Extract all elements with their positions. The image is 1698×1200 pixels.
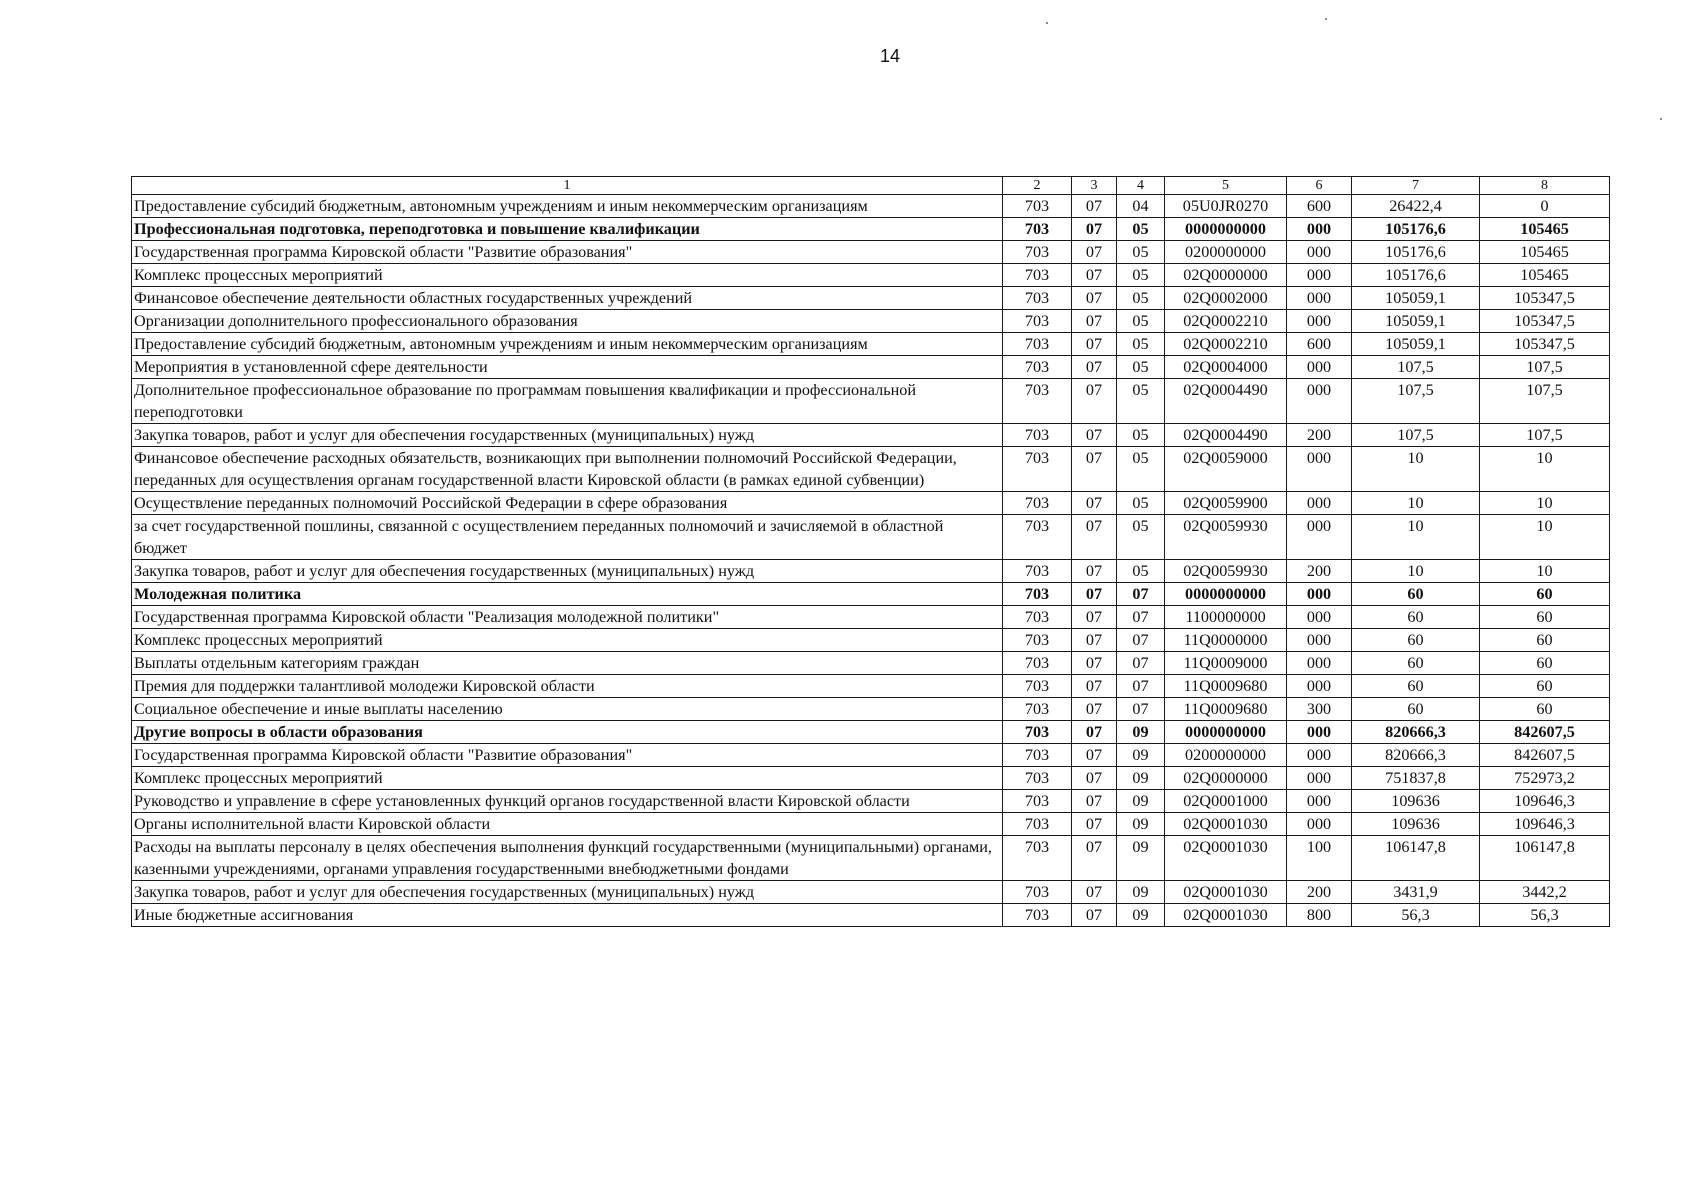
table-row bbox=[132, 560, 1610, 583]
column-header: 5 bbox=[1165, 177, 1287, 195]
col-7-amount: 820666,3 bbox=[1352, 721, 1480, 744]
col-2-value: 703 bbox=[1003, 698, 1072, 721]
col-6-value: 000 bbox=[1287, 515, 1352, 560]
table-row bbox=[132, 881, 1610, 904]
col-7-amount: 60 bbox=[1352, 629, 1480, 652]
col-5-code: 02Q0059000 bbox=[1165, 447, 1287, 492]
col-5-code: 0000000000 bbox=[1165, 721, 1287, 744]
col-3-value: 07 bbox=[1072, 583, 1117, 606]
row-name: Мероприятия в установленной сфере деятельности bbox=[132, 356, 1003, 379]
row-name: Органы исполнительной власти Кировской области bbox=[132, 813, 1003, 836]
col-7-amount: 26422,4 bbox=[1352, 195, 1480, 218]
row-name: Молодежная политика bbox=[132, 583, 1003, 606]
col-5-code: 0200000000 bbox=[1165, 241, 1287, 264]
row-name: Профессиональная подготовка, переподготовка и повышение квалификации bbox=[132, 218, 1003, 241]
col-8-amount: 107,5 bbox=[1480, 424, 1610, 447]
table-row bbox=[132, 310, 1610, 333]
col-5-code: 02Q0004490 bbox=[1165, 424, 1287, 447]
row-name: Государственная программа Кировской области "Развитие образования" bbox=[132, 241, 1003, 264]
col-4-value: 05 bbox=[1117, 218, 1165, 241]
col-7-amount: 107,5 bbox=[1352, 424, 1480, 447]
col-3-value: 07 bbox=[1072, 264, 1117, 287]
col-4-value: 09 bbox=[1117, 904, 1165, 927]
col-3-value: 07 bbox=[1072, 515, 1117, 560]
col-5-code: 02Q0059930 bbox=[1165, 515, 1287, 560]
col-8-amount: 10 bbox=[1480, 560, 1610, 583]
col-4-value: 07 bbox=[1117, 606, 1165, 629]
col-2-value: 703 bbox=[1003, 904, 1072, 927]
col-7-amount: 60 bbox=[1352, 675, 1480, 698]
col-6-value: 000 bbox=[1287, 629, 1352, 652]
row-name: Организации дополнительного профессионального образования bbox=[132, 310, 1003, 333]
col-2-value: 703 bbox=[1003, 492, 1072, 515]
col-5-code: 11Q0009680 bbox=[1165, 675, 1287, 698]
col-4-value: 05 bbox=[1117, 333, 1165, 356]
col-5-code: 02Q0000000 bbox=[1165, 767, 1287, 790]
col-3-value: 07 bbox=[1072, 698, 1117, 721]
col-4-value: 05 bbox=[1117, 241, 1165, 264]
table-row bbox=[132, 195, 1610, 218]
col-7-amount: 105059,1 bbox=[1352, 287, 1480, 310]
col-2-value: 703 bbox=[1003, 310, 1072, 333]
col-3-value: 07 bbox=[1072, 767, 1117, 790]
col-8-amount: 842607,5 bbox=[1480, 721, 1610, 744]
col-8-amount: 842607,5 bbox=[1480, 744, 1610, 767]
col-6-value: 000 bbox=[1287, 583, 1352, 606]
column-header: 3 bbox=[1072, 177, 1117, 195]
col-3-value: 07 bbox=[1072, 904, 1117, 927]
col-6-value: 200 bbox=[1287, 881, 1352, 904]
col-8-amount: 60 bbox=[1480, 698, 1610, 721]
col-2-value: 703 bbox=[1003, 424, 1072, 447]
col-6-value: 000 bbox=[1287, 744, 1352, 767]
col-6-value: 300 bbox=[1287, 698, 1352, 721]
row-name: Социальное обеспечение и иные выплаты населению bbox=[132, 698, 1003, 721]
row-name: Предоставление субсидий бюджетным, автономным учреждениям и иным некоммерческим организациям bbox=[132, 195, 1003, 218]
col-7-amount: 10 bbox=[1352, 515, 1480, 560]
row-name: Государственная программа Кировской области "Реализация молодежной политики" bbox=[132, 606, 1003, 629]
col-7-amount: 3431,9 bbox=[1352, 881, 1480, 904]
col-7-amount: 105059,1 bbox=[1352, 310, 1480, 333]
col-2-value: 703 bbox=[1003, 241, 1072, 264]
column-number-row bbox=[132, 177, 1610, 195]
col-3-value: 07 bbox=[1072, 652, 1117, 675]
col-8-amount: 60 bbox=[1480, 583, 1610, 606]
col-2-value: 703 bbox=[1003, 333, 1072, 356]
row-name: Комплекс процессных мероприятий bbox=[132, 264, 1003, 287]
col-8-amount: 10 bbox=[1480, 447, 1610, 492]
col-8-amount: 105347,5 bbox=[1480, 287, 1610, 310]
table-body bbox=[132, 177, 1610, 927]
scan-speck bbox=[1325, 18, 1327, 20]
col-5-code: 1100000000 bbox=[1165, 606, 1287, 629]
column-header: 8 bbox=[1480, 177, 1610, 195]
col-2-value: 703 bbox=[1003, 813, 1072, 836]
col-4-value: 05 bbox=[1117, 424, 1165, 447]
col-5-code: 02Q0004490 bbox=[1165, 379, 1287, 424]
col-2-value: 703 bbox=[1003, 836, 1072, 881]
col-6-value: 000 bbox=[1287, 767, 1352, 790]
col-7-amount: 10 bbox=[1352, 447, 1480, 492]
col-3-value: 07 bbox=[1072, 836, 1117, 881]
col-8-amount: 10 bbox=[1480, 515, 1610, 560]
col-7-amount: 107,5 bbox=[1352, 356, 1480, 379]
table-row bbox=[132, 264, 1610, 287]
col-8-amount: 752973,2 bbox=[1480, 767, 1610, 790]
col-6-value: 800 bbox=[1287, 904, 1352, 927]
col-5-code: 02Q0001030 bbox=[1165, 813, 1287, 836]
col-3-value: 07 bbox=[1072, 310, 1117, 333]
scan-speck bbox=[1046, 22, 1048, 24]
col-6-value: 000 bbox=[1287, 310, 1352, 333]
table-row bbox=[132, 379, 1610, 424]
col-3-value: 07 bbox=[1072, 356, 1117, 379]
column-header: 4 bbox=[1117, 177, 1165, 195]
col-6-value: 000 bbox=[1287, 218, 1352, 241]
col-5-code: 02Q0002210 bbox=[1165, 310, 1287, 333]
col-4-value: 07 bbox=[1117, 698, 1165, 721]
col-7-amount: 105176,6 bbox=[1352, 218, 1480, 241]
table-row bbox=[132, 515, 1610, 560]
col-4-value: 07 bbox=[1117, 583, 1165, 606]
col-2-value: 703 bbox=[1003, 767, 1072, 790]
col-3-value: 07 bbox=[1072, 721, 1117, 744]
table-row bbox=[132, 790, 1610, 813]
row-name: Комплекс процессных мероприятий bbox=[132, 629, 1003, 652]
col-2-value: 703 bbox=[1003, 195, 1072, 218]
row-name: Расходы на выплаты персоналу в целях обеспечения выполнения функций государственными (муниципальными) органами, казенными учреждениями, органами управления государственными внебюджетными фондами bbox=[132, 836, 1003, 881]
col-3-value: 07 bbox=[1072, 333, 1117, 356]
col-7-amount: 60 bbox=[1352, 652, 1480, 675]
col-4-value: 05 bbox=[1117, 447, 1165, 492]
page-number: 14 bbox=[879, 46, 901, 66]
col-2-value: 703 bbox=[1003, 652, 1072, 675]
col-8-amount: 60 bbox=[1480, 652, 1610, 675]
col-6-value: 000 bbox=[1287, 813, 1352, 836]
table-row bbox=[132, 241, 1610, 264]
col-3-value: 07 bbox=[1072, 881, 1117, 904]
col-2-value: 703 bbox=[1003, 606, 1072, 629]
row-name: Закупка товаров, работ и услуг для обеспечения государственных (муниципальных) нужд bbox=[132, 424, 1003, 447]
row-name: Премия для поддержки талантливой молодежи Кировской области bbox=[132, 675, 1003, 698]
col-7-amount: 107,5 bbox=[1352, 379, 1480, 424]
col-5-code: 02Q0001000 bbox=[1165, 790, 1287, 813]
table-row bbox=[132, 744, 1610, 767]
col-3-value: 07 bbox=[1072, 195, 1117, 218]
col-6-value: 000 bbox=[1287, 790, 1352, 813]
table-row bbox=[132, 287, 1610, 310]
col-8-amount: 105347,5 bbox=[1480, 310, 1610, 333]
col-6-value: 600 bbox=[1287, 333, 1352, 356]
col-4-value: 07 bbox=[1117, 629, 1165, 652]
col-4-value: 05 bbox=[1117, 356, 1165, 379]
column-header: 6 bbox=[1287, 177, 1352, 195]
row-name: Иные бюджетные ассигнования bbox=[132, 904, 1003, 927]
col-5-code: 02Q0059930 bbox=[1165, 560, 1287, 583]
col-4-value: 09 bbox=[1117, 721, 1165, 744]
col-8-amount: 106147,8 bbox=[1480, 836, 1610, 881]
col-3-value: 07 bbox=[1072, 675, 1117, 698]
col-2-value: 703 bbox=[1003, 790, 1072, 813]
col-2-value: 703 bbox=[1003, 881, 1072, 904]
col-7-amount: 109636 bbox=[1352, 790, 1480, 813]
budget-table bbox=[131, 176, 1610, 927]
col-7-amount: 10 bbox=[1352, 492, 1480, 515]
col-2-value: 703 bbox=[1003, 379, 1072, 424]
row-name: Государственная программа Кировской области "Развитие образования" bbox=[132, 744, 1003, 767]
col-6-value: 000 bbox=[1287, 241, 1352, 264]
col-8-amount: 56,3 bbox=[1480, 904, 1610, 927]
col-8-amount: 107,5 bbox=[1480, 379, 1610, 424]
col-2-value: 703 bbox=[1003, 721, 1072, 744]
col-7-amount: 820666,3 bbox=[1352, 744, 1480, 767]
col-5-code: 02Q0001030 bbox=[1165, 904, 1287, 927]
table-row bbox=[132, 652, 1610, 675]
row-name: Руководство и управление в сфере установленных функций органов государственной власти Кировской области bbox=[132, 790, 1003, 813]
col-4-value: 07 bbox=[1117, 675, 1165, 698]
col-3-value: 07 bbox=[1072, 241, 1117, 264]
col-6-value: 000 bbox=[1287, 356, 1352, 379]
col-2-value: 703 bbox=[1003, 675, 1072, 698]
col-2-value: 703 bbox=[1003, 356, 1072, 379]
col-8-amount: 105465 bbox=[1480, 218, 1610, 241]
table-row bbox=[132, 813, 1610, 836]
col-8-amount: 109646,3 bbox=[1480, 790, 1610, 813]
column-header: 7 bbox=[1352, 177, 1480, 195]
col-5-code: 02Q0004000 bbox=[1165, 356, 1287, 379]
col-3-value: 07 bbox=[1072, 560, 1117, 583]
col-3-value: 07 bbox=[1072, 492, 1117, 515]
col-8-amount: 0 bbox=[1480, 195, 1610, 218]
col-3-value: 07 bbox=[1072, 379, 1117, 424]
col-6-value: 200 bbox=[1287, 560, 1352, 583]
col-6-value: 000 bbox=[1287, 287, 1352, 310]
row-name: Предоставление субсидий бюджетным, автономным учреждениям и иным некоммерческим организациям bbox=[132, 333, 1003, 356]
col-7-amount: 60 bbox=[1352, 606, 1480, 629]
col-4-value: 05 bbox=[1117, 515, 1165, 560]
col-5-code: 05U0JR0270 bbox=[1165, 195, 1287, 218]
col-4-value: 05 bbox=[1117, 287, 1165, 310]
col-7-amount: 60 bbox=[1352, 583, 1480, 606]
col-3-value: 07 bbox=[1072, 287, 1117, 310]
row-name: Комплекс процессных мероприятий bbox=[132, 767, 1003, 790]
col-2-value: 703 bbox=[1003, 560, 1072, 583]
col-5-code: 02Q0059900 bbox=[1165, 492, 1287, 515]
col-4-value: 04 bbox=[1117, 195, 1165, 218]
col-4-value: 09 bbox=[1117, 744, 1165, 767]
col-5-code: 02Q0002210 bbox=[1165, 333, 1287, 356]
col-4-value: 05 bbox=[1117, 560, 1165, 583]
col-3-value: 07 bbox=[1072, 447, 1117, 492]
col-7-amount: 109636 bbox=[1352, 813, 1480, 836]
row-name: Дополнительное профессиональное образование по программам повышения квалификации и профессиональной переподготовки bbox=[132, 379, 1003, 424]
col-2-value: 703 bbox=[1003, 629, 1072, 652]
col-7-amount: 56,3 bbox=[1352, 904, 1480, 927]
row-name: Закупка товаров, работ и услуг для обеспечения государственных (муниципальных) нужд bbox=[132, 560, 1003, 583]
col-5-code: 02Q0001030 bbox=[1165, 836, 1287, 881]
table-row bbox=[132, 447, 1610, 492]
table-section-row bbox=[132, 218, 1610, 241]
table-row bbox=[132, 698, 1610, 721]
col-5-code: 02Q0000000 bbox=[1165, 264, 1287, 287]
col-4-value: 09 bbox=[1117, 767, 1165, 790]
col-7-amount: 105176,6 bbox=[1352, 241, 1480, 264]
col-4-value: 09 bbox=[1117, 813, 1165, 836]
col-6-value: 100 bbox=[1287, 836, 1352, 881]
col-8-amount: 105465 bbox=[1480, 264, 1610, 287]
col-3-value: 07 bbox=[1072, 424, 1117, 447]
col-2-value: 703 bbox=[1003, 744, 1072, 767]
col-2-value: 703 bbox=[1003, 583, 1072, 606]
col-6-value: 000 bbox=[1287, 492, 1352, 515]
col-6-value: 600 bbox=[1287, 195, 1352, 218]
table-row bbox=[132, 629, 1610, 652]
row-name: Другие вопросы в области образования bbox=[132, 721, 1003, 744]
col-5-code: 02Q0001030 bbox=[1165, 881, 1287, 904]
col-6-value: 000 bbox=[1287, 675, 1352, 698]
col-7-amount: 106147,8 bbox=[1352, 836, 1480, 881]
table-section-row bbox=[132, 583, 1610, 606]
table-row bbox=[132, 767, 1610, 790]
col-4-value: 09 bbox=[1117, 836, 1165, 881]
row-name: Финансовое обеспечение расходных обязательств, возникающих при выполнении полномочий Российской Федерации, переданных для осуществления органам государственной власти Кировской области (в рамках единой субвенции) bbox=[132, 447, 1003, 492]
col-3-value: 07 bbox=[1072, 744, 1117, 767]
col-5-code: 0200000000 bbox=[1165, 744, 1287, 767]
col-6-value: 000 bbox=[1287, 606, 1352, 629]
col-6-value: 000 bbox=[1287, 447, 1352, 492]
col-4-value: 05 bbox=[1117, 379, 1165, 424]
table-row bbox=[132, 904, 1610, 927]
col-6-value: 000 bbox=[1287, 652, 1352, 675]
column-header: 1 bbox=[132, 177, 1003, 195]
col-8-amount: 60 bbox=[1480, 606, 1610, 629]
col-8-amount: 10 bbox=[1480, 492, 1610, 515]
col-3-value: 07 bbox=[1072, 629, 1117, 652]
col-2-value: 703 bbox=[1003, 218, 1072, 241]
col-6-value: 200 bbox=[1287, 424, 1352, 447]
col-3-value: 07 bbox=[1072, 813, 1117, 836]
col-8-amount: 105465 bbox=[1480, 241, 1610, 264]
table-row bbox=[132, 333, 1610, 356]
col-4-value: 09 bbox=[1117, 790, 1165, 813]
table-row bbox=[132, 606, 1610, 629]
col-5-code: 11Q0009680 bbox=[1165, 698, 1287, 721]
table-row bbox=[132, 492, 1610, 515]
col-8-amount: 3442,2 bbox=[1480, 881, 1610, 904]
col-5-code: 11Q0000000 bbox=[1165, 629, 1287, 652]
row-name: Закупка товаров, работ и услуг для обеспечения государственных (муниципальных) нужд bbox=[132, 881, 1003, 904]
col-6-value: 000 bbox=[1287, 721, 1352, 744]
col-3-value: 07 bbox=[1072, 218, 1117, 241]
row-name: Финансовое обеспечение деятельности областных государственных учреждений bbox=[132, 287, 1003, 310]
col-6-value: 000 bbox=[1287, 379, 1352, 424]
col-7-amount: 105176,6 bbox=[1352, 264, 1480, 287]
col-7-amount: 751837,8 bbox=[1352, 767, 1480, 790]
col-8-amount: 60 bbox=[1480, 629, 1610, 652]
row-name: Выплаты отдельным категориям граждан bbox=[132, 652, 1003, 675]
col-7-amount: 10 bbox=[1352, 560, 1480, 583]
table-row bbox=[132, 836, 1610, 881]
col-8-amount: 107,5 bbox=[1480, 356, 1610, 379]
col-8-amount: 105347,5 bbox=[1480, 333, 1610, 356]
col-5-code: 02Q0002000 bbox=[1165, 287, 1287, 310]
col-2-value: 703 bbox=[1003, 515, 1072, 560]
col-8-amount: 109646,3 bbox=[1480, 813, 1610, 836]
row-name: Осуществление переданных полномочий Российской Федерации в сфере образования bbox=[132, 492, 1003, 515]
col-4-value: 07 bbox=[1117, 652, 1165, 675]
col-5-code: 11Q0009000 bbox=[1165, 652, 1287, 675]
col-4-value: 09 bbox=[1117, 881, 1165, 904]
col-3-value: 07 bbox=[1072, 606, 1117, 629]
table-row bbox=[132, 356, 1610, 379]
col-2-value: 703 bbox=[1003, 447, 1072, 492]
column-header: 2 bbox=[1003, 177, 1072, 195]
col-7-amount: 60 bbox=[1352, 698, 1480, 721]
table-section-row bbox=[132, 721, 1610, 744]
table-row bbox=[132, 675, 1610, 698]
table-row bbox=[132, 424, 1610, 447]
col-4-value: 05 bbox=[1117, 310, 1165, 333]
col-4-value: 05 bbox=[1117, 264, 1165, 287]
col-4-value: 05 bbox=[1117, 492, 1165, 515]
col-5-code: 0000000000 bbox=[1165, 218, 1287, 241]
scan-speck bbox=[1660, 118, 1662, 120]
col-2-value: 703 bbox=[1003, 264, 1072, 287]
row-name: за счет государственной пошлины, связанной с осуществлением переданных полномочий и зачисляемой в областной бюджет bbox=[132, 515, 1003, 560]
col-8-amount: 60 bbox=[1480, 675, 1610, 698]
col-5-code: 0000000000 bbox=[1165, 583, 1287, 606]
col-3-value: 07 bbox=[1072, 790, 1117, 813]
col-6-value: 000 bbox=[1287, 264, 1352, 287]
col-2-value: 703 bbox=[1003, 287, 1072, 310]
col-7-amount: 105059,1 bbox=[1352, 333, 1480, 356]
